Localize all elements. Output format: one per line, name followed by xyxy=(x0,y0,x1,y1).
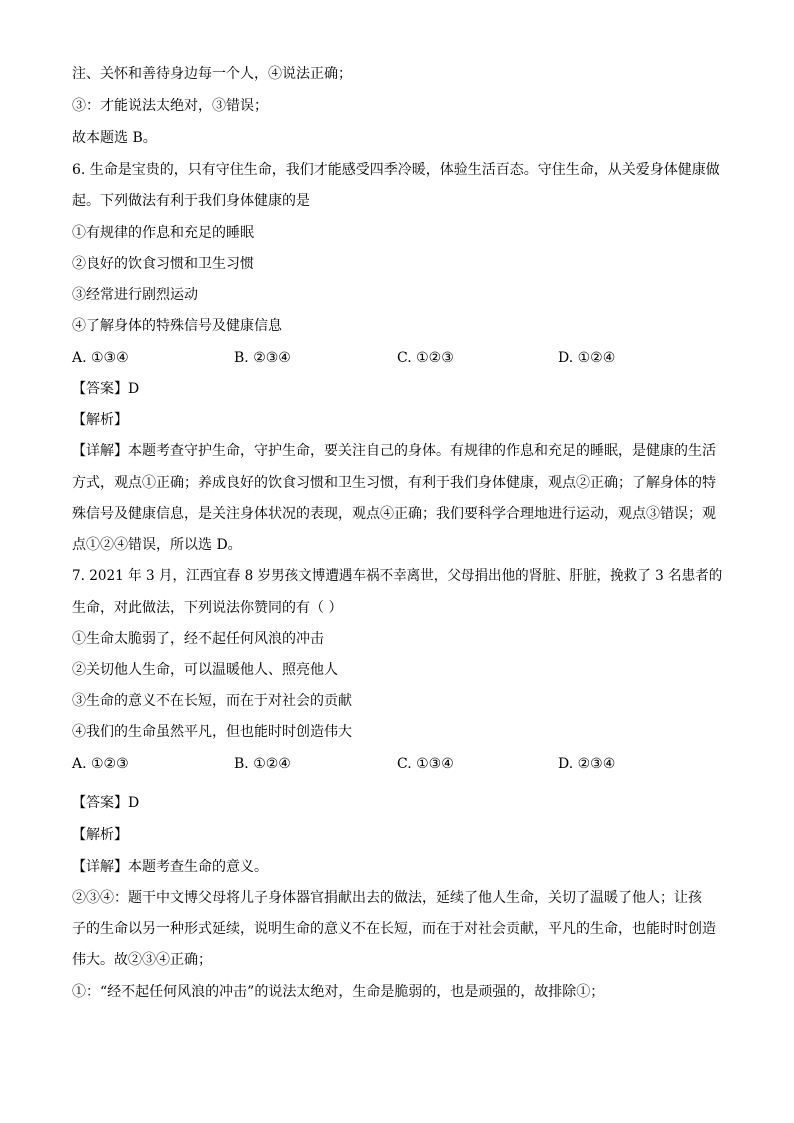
question-6-statement: ②良好的饮食习惯和卫生习惯 xyxy=(72,256,254,272)
option-d: D. ②③④ xyxy=(558,756,616,772)
question-6-detail: 点①②④错误，所以选 D。 xyxy=(72,537,242,553)
option-a: A. ①③④ xyxy=(72,350,129,366)
question-7-statement: ④我们的生命虽然平凡，但也能时时创造伟大 xyxy=(72,724,352,740)
question-7-detail: ②③④：题干中文博父母将儿子身体器官捐献出去的做法，延续了他人生命，关切了温暖了他人；让孩 xyxy=(72,890,702,906)
question-7-answer: 【答案】D xyxy=(72,795,140,811)
question-7-detail: ①：“经不起任何风浪的冲击”的说法太绝对，生命是脆弱的，也是顽强的，故排除①； xyxy=(72,984,605,1000)
option-c: C. ①②③ xyxy=(397,350,454,366)
question-6-detail: 方式，观点①正确；养成良好的饮食习惯和卫生习惯，有利于我们身体健康，观点②正确；了解身体的特 xyxy=(72,475,716,491)
option-d: D. ①②④ xyxy=(558,350,616,366)
question-6-stem: 起。下列做法有利于我们身体健康的是 xyxy=(72,193,310,209)
question-7-detail: 【详解】本题考查生命的意义。 xyxy=(72,859,268,875)
question-6-statement: ④了解身体的特殊信号及健康信息 xyxy=(72,318,282,334)
question-7-options xyxy=(72,754,722,774)
text-line: ③：才能说法太绝对，③错误； xyxy=(72,98,268,114)
question-6-answer: 【答案】D xyxy=(72,381,140,397)
question-7-statement: ③生命的意义不在长短，而在于对社会的贡献 xyxy=(72,693,352,709)
question-7-analysis-label: 【解析】 xyxy=(72,827,128,843)
question-6-options xyxy=(72,348,722,368)
question-7-stem: 生命，对此做法，下列说法你赞同的有（ ） xyxy=(72,600,343,616)
option-c: C. ①③④ xyxy=(397,756,454,772)
text-line: 故本题选 B。 xyxy=(72,130,157,146)
option-b: B. ②③④ xyxy=(234,350,291,366)
question-7-detail: 子的生命以另一种形式延续，说明生命的意义不在长短，而在于对社会贡献，平凡的生命，也能时时创造 xyxy=(72,921,716,937)
question-7-stem: 7. 2021 年 3 月，江西宜春 8 岁男孩文博遭遇车祸不幸离世，父母捐出他的肾脏、肝脏，挽救了 3 名患者的 xyxy=(72,568,723,584)
question-6-analysis-label: 【解析】 xyxy=(72,412,128,428)
question-6-detail: 殊信号及健康信息，是关注身体状况的表现，观点④正确；我们要科学合理地进行运动，观点③错误；观 xyxy=(72,506,716,522)
question-7-detail: 伟大。故②③④正确； xyxy=(72,952,212,968)
question-7-statement: ②关切他人生命，可以温暖他人、照亮他人 xyxy=(72,662,338,678)
question-6-detail: 【详解】本题考查守护生命，守护生命，要关注自己的身体。有规律的作息和充足的睡眠，是健康的生活 xyxy=(72,443,716,459)
question-7-statement: ①生命太脆弱了，经不起任何风浪的冲击 xyxy=(72,631,324,647)
question-6-statement: ③经常进行剧烈运动 xyxy=(72,287,198,303)
question-6-stem: 6. 生命是宝贵的，只有守住生命，我们才能感受四季冷暖，体验生活百态。守住生命，从关爱身体健康做 xyxy=(72,162,720,178)
question-6-statement: ①有规律的作息和充足的睡眠 xyxy=(72,225,254,241)
text-line: 注、关怀和善待身边每一个人，④说法正确； xyxy=(72,66,352,82)
option-b: B. ①②④ xyxy=(234,756,291,772)
option-a: A. ①②③ xyxy=(72,756,129,772)
